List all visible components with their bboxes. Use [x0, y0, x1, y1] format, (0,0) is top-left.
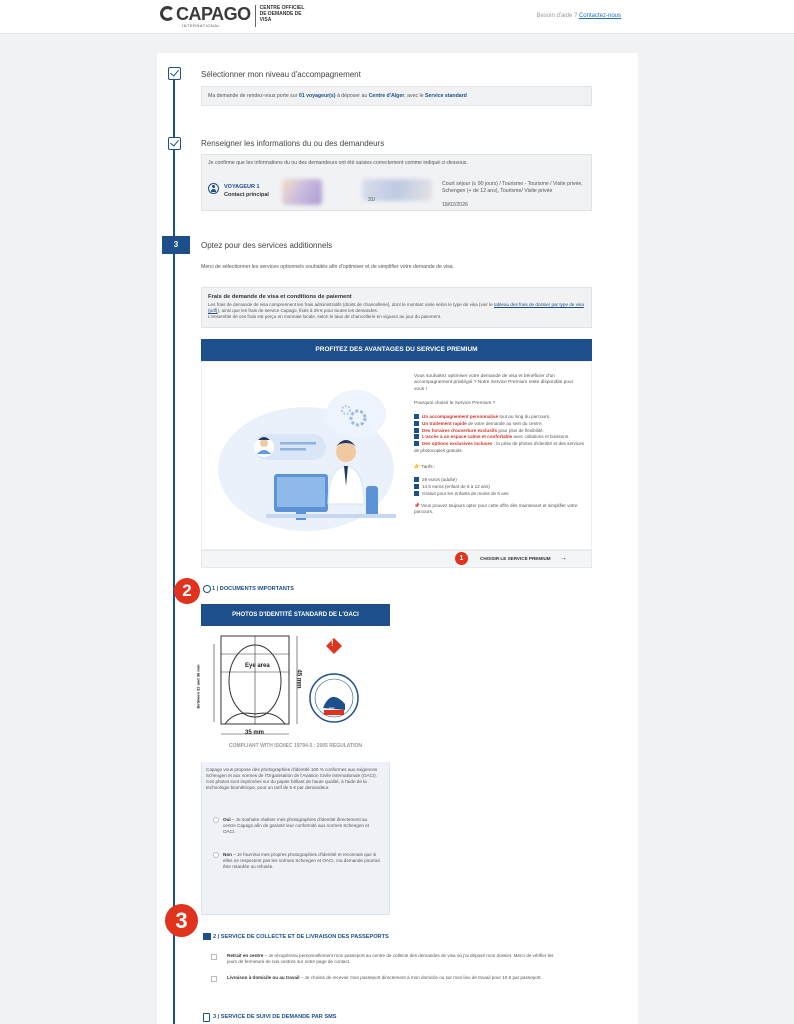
logo-wordmark: CAPAGO — [160, 5, 251, 23]
step2-title: Renseigner les informations du ou des demandeurs — [201, 139, 385, 148]
compliance-label: COMPLIANT WITH ISO/IEC 19794-5 : 2005 REGULATION — [229, 743, 362, 749]
help-text: Besoin d'aide ? — [536, 13, 578, 19]
step1-summary — [201, 86, 592, 106]
annotation-badge-3: 3 — [165, 904, 198, 937]
photo-yes-text: Oui – Je souhaite réaliser mes photographies d'identité directement au centre Capago afin de garantir leur conformité aux normes Schengen et OACI. — [223, 817, 370, 834]
logo-tagline: CENTRE OFFICIEL DE DEMANDE DE VISA — [259, 5, 305, 23]
traveller-role: Contact principal — [224, 192, 269, 198]
fees-text: Les frais de demande de visa comprennent les frais administratifs (droits de chancellerie), dont le montant varie selon le type de visa (voir le tableau des frais de dossier par type de visa (pdf)), ainsi que les frais de service Capago, fixés à 29 € pour toutes les demandes. L'ensemble de ces frais est perçu en monnaie locale, selon le taux de chancellerie en vigueur au jour du paiement. — [208, 302, 584, 319]
contact-link[interactable]: Contactez-nous — [578, 13, 621, 19]
premium-note: 📌 Vous pouvez toujours opter pour cette offre dès maintenant et simplifier votre parcours. — [414, 503, 578, 515]
premium-intro: Vous souhaitez optimiser votre demande de visa et bénéficier d'un accompagnement privilégié ? Notre Service Premium reste disponible pour vous ! — [414, 374, 574, 392]
check-bullet-icon — [414, 441, 419, 446]
check-bullet-icon — [414, 477, 419, 482]
pickup-text: Retrait en centre – Je récupérerai personnellement mon passeport au centre de collecte des demandes de visa où j'ai déposé mon dossier. Merci de vérifier les jours de fermeture de nos centres sur notre page de contact. — [227, 953, 554, 964]
top-bar — [0, 0, 794, 34]
photo-description: Capago vous propose des photographies d'identité 100 % conformes aux exigences Schengen et aux normes de l'Organisation de l'Aviation Civile Internationale (OACI). Ces photos sont imprimées sur du papier brillant de haute qualité, à l'aide de la technologie biométrique, pour un tarif de 5 € par demandeur. — [206, 767, 378, 790]
fees-pdf-link[interactable]: tableau des frais de dossier par type de visa (pdf) — [208, 302, 584, 313]
benefit-item: Un accompagnement personnalisé tout au long du parcours. — [414, 414, 586, 421]
dim-height-label: 45 mm — [295, 669, 302, 689]
collection-title: 2 | SERVICE DE COLLECTE ET DE LIVRAISON DES PASSEPORTS — [213, 934, 389, 940]
benefit-item: Un traitement rapide de votre demande au sein du centre. — [414, 421, 586, 428]
stamp-rf-label: RF — [329, 706, 335, 711]
info-icon — [203, 585, 211, 593]
delivery-checkbox[interactable] — [211, 976, 217, 982]
tarifs-label: 👉 Tarifs : — [414, 465, 436, 470]
annotation-badge-2: 2 — [174, 578, 200, 604]
logo-subtitle: INTERNATIONAL — [182, 23, 221, 28]
check-bullet-icon — [414, 414, 419, 419]
traveller-avatar-icon — [208, 183, 219, 194]
step1-check-icon — [168, 67, 181, 80]
summary-text-post: , avec le — [404, 93, 424, 99]
premium-benefits — [414, 414, 586, 455]
premium-why: Pourquoi choisir le Service Premium ? — [414, 401, 496, 406]
step3-number: 3 — [162, 236, 190, 254]
sms-title: 3 | SERVICE DE SUIVI DE DEMANDE PAR SMS — [213, 1014, 337, 1020]
step3-title: Optez pour des services additionnels — [201, 241, 333, 250]
choose-premium-button[interactable]: CHOISIR LE SERVICE PREMIUM → — [480, 555, 567, 562]
benefit-item: Des horaires d'ouverture exclusifs pour plus de flexibilité. — [414, 428, 586, 435]
photo-no-text: Non – Je fournirai mes propres photographies d'identité et reconnais que si elles ne respectent pas les normes Schengen et OACI, ma demande pourrait être retardée ou refusée. — [223, 852, 380, 869]
traveller-visa: Court séjour (≤ 90 jours) / Tourisme - Tourisme / Visite privée, Schengen (+ de 12 ans), Tourisme/ Visite privée — [442, 181, 583, 194]
traveller-visa-date: 18/02/2026 — [442, 202, 468, 208]
pickup-checkbox[interactable] — [211, 954, 217, 960]
summary-text-mid: à déposer au — [336, 93, 368, 99]
traveller-date-partial: 31/ — [368, 197, 376, 203]
progress-line — [173, 80, 175, 1024]
passport-icon — [203, 933, 211, 940]
step2-confirm: Je confirme que les informations du ou des demandeurs ont été saisies correctement comme indiqué ci-dessous. — [208, 160, 468, 166]
premium-illustration — [206, 374, 396, 544]
logo-c-icon — [160, 6, 175, 21]
check-bullet-icon — [414, 428, 419, 433]
tarif-item: 29 euros (adulte) — [414, 476, 509, 483]
summary-centre: Centre d'Alger — [368, 93, 405, 99]
summary-service: Service standard — [425, 93, 467, 99]
photo-no-radio[interactable] — [213, 852, 219, 858]
documents-title: 1 | DOCUMENTS IMPORTANTS — [212, 586, 294, 592]
benefit-item: L'accès à un espace calme et confortable avec collations et boissons. — [414, 434, 586, 441]
step3-intro: Merci de sélectionner les services optionnels souhaités afin d'optimiser et de simplifier votre demande de visa. — [201, 264, 454, 270]
check-bullet-icon — [414, 421, 419, 426]
photo-card-header: PHOTOS D'IDENTITÉ STANDARD DE L'OACI — [201, 604, 390, 626]
step1-title: Sélectionner mon niveau d'accompagnement — [201, 70, 361, 79]
phone-icon — [203, 1013, 210, 1022]
premium-header: PROFITEZ DES AVANTAGES DU SERVICE PREMIUM — [201, 339, 592, 361]
step2-summary — [201, 154, 592, 211]
annotation-badge-1: 1 — [455, 552, 468, 565]
summary-travellers: 01 voyageur(s) — [298, 93, 336, 99]
tarif-item: 14,5 euros (enfant de 6 à 12 ans) — [414, 483, 509, 490]
arrow-right-icon: → — [559, 555, 567, 562]
check-bullet-icon — [414, 484, 419, 489]
traveller-label: VOYAGEUR 1 — [224, 184, 260, 190]
dim-width-label: 35 mm — [245, 730, 265, 736]
fees-title: Frais de demande de visa et conditions de paiement — [208, 294, 352, 300]
delivery-text: Livraison à domicile ou au travail – Je choisis de recevoir mon passeport directement à mon domicile ou sur mon lieu de travail pour 10 € par passeport. — [227, 975, 542, 980]
dim-side-label: Between 32 and 36 mm — [195, 664, 201, 709]
benefit-item: Des options exclusives incluses : la prise de photos d'identité et des services de photocopies gratuits. — [414, 441, 584, 453]
capago-logo[interactable] — [160, 5, 306, 29]
warning-icon: ! — [331, 639, 334, 648]
fees-box — [201, 287, 592, 328]
photo-yes-radio[interactable] — [213, 817, 219, 823]
photo-spec-image — [195, 626, 390, 762]
tarifs-list — [414, 476, 509, 497]
tarif-item: Gratuit pour les enfants de moins de 6 ans — [414, 490, 509, 497]
check-bullet-icon — [414, 491, 419, 496]
premium-body — [201, 361, 592, 550]
photo-spec-diagram — [201, 626, 390, 762]
step2-check-icon — [168, 137, 181, 150]
logo-divider — [255, 5, 256, 27]
summary-text-pre: Ma demande de rendez-vous porte sur — [208, 93, 298, 99]
help-area — [536, 13, 621, 19]
redacted-name — [282, 179, 322, 205]
check-bullet-icon — [414, 434, 419, 439]
eye-area-label: Eye area — [245, 663, 270, 669]
